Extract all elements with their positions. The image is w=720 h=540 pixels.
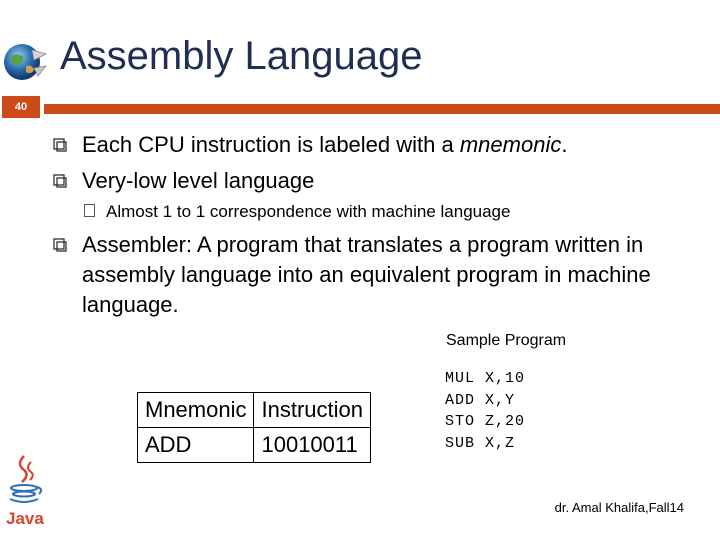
table-cell: 10010011 xyxy=(254,428,371,463)
slide-title: Assembly Language xyxy=(60,34,423,78)
sub-bullet-correspondence: Almost 1 to 1 correspondence with machine language xyxy=(106,202,511,221)
code-line: MUL X,10 xyxy=(445,370,526,387)
table-cell: ADD xyxy=(138,428,254,463)
globe-logo-icon xyxy=(2,40,48,84)
mnemonic-table xyxy=(137,392,371,463)
bullet-icon xyxy=(53,238,67,252)
title-divider xyxy=(44,104,720,114)
table-row xyxy=(138,428,371,463)
bullet-low-level: Very-low level language xyxy=(82,168,315,193)
table-header: Instruction xyxy=(254,393,371,428)
bullet-mnemonic: Each CPU instruction is labeled with a mnemonic. xyxy=(82,132,568,157)
mnemonic-emphasis: mnemonic xyxy=(459,132,562,157)
sample-program-code xyxy=(445,368,525,454)
code-line: ADD X,Y xyxy=(445,391,516,409)
bullet-icon xyxy=(53,138,67,152)
sub-bullet-icon xyxy=(84,204,95,217)
java-logo-icon xyxy=(4,454,48,528)
bullet-assembler: Assembler: A program that translates a program written in assembly language into an equivalent program in machine language. xyxy=(82,232,651,317)
code-line: STO Z,20 xyxy=(445,413,526,430)
author-credit: dr. Amal Khalifa,Fall14 xyxy=(554,500,684,515)
java-logo-text: Java xyxy=(6,509,44,528)
table-header-row xyxy=(138,393,371,428)
bullet-icon xyxy=(53,174,67,188)
code-line: SUB X,Z xyxy=(445,434,516,452)
sample-program-label: Sample Program xyxy=(446,332,567,349)
slide-number: 40 xyxy=(2,96,40,118)
table-header: Mnemonic xyxy=(138,393,254,428)
